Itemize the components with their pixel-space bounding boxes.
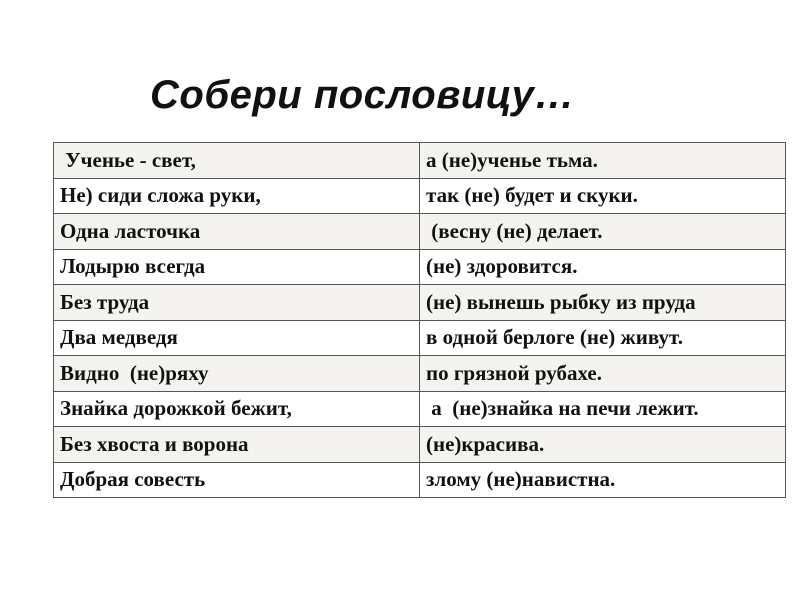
proverb-start-cell: Не) сиди сложа руки,: [54, 178, 420, 214]
proverb-start-cell: Лодырю всегда: [54, 249, 420, 285]
table-row: [54, 391, 786, 427]
table-row: [54, 320, 786, 356]
table-row: [54, 462, 786, 498]
proverb-start-cell: Без труда: [54, 285, 420, 321]
table-row: [54, 143, 786, 179]
proverb-start-cell: Добрая совесть: [54, 462, 420, 498]
proverb-table: [53, 142, 786, 498]
proverb-end-cell: по грязной рубахе.: [420, 356, 786, 392]
proverb-start-cell: Ученье - свет,: [54, 143, 420, 179]
table-row: [54, 285, 786, 321]
proverb-start-cell: Видно (не)ряху: [54, 356, 420, 392]
proverb-start-cell: Одна ласточка: [54, 214, 420, 250]
table-row: [54, 214, 786, 250]
proverb-start-cell: Знайка дорожкой бежит,: [54, 391, 420, 427]
proverb-end-cell: в одной берлоге (не) живут.: [420, 320, 786, 356]
table-row: [54, 356, 786, 392]
proverb-start-cell: Два медведя: [54, 320, 420, 356]
page-title: Собери пословицу…: [150, 72, 575, 117]
proverb-end-cell: (не)красива.: [420, 427, 786, 463]
proverb-end-cell: а (не)ученье тьма.: [420, 143, 786, 179]
proverb-end-cell: (не) вынешь рыбку из пруда: [420, 285, 786, 321]
proverb-end-cell: (не) здоровится.: [420, 249, 786, 285]
proverb-end-cell: а (не)знайка на печи лежит.: [420, 391, 786, 427]
table-row: [54, 249, 786, 285]
table-row: [54, 427, 786, 463]
proverb-start-cell: Без хвоста и ворона: [54, 427, 420, 463]
proverb-end-cell: (весну (не) делает.: [420, 214, 786, 250]
proverb-end-cell: злому (не)навистна.: [420, 462, 786, 498]
table-row: [54, 178, 786, 214]
proverb-end-cell: так (не) будет и скуки.: [420, 178, 786, 214]
